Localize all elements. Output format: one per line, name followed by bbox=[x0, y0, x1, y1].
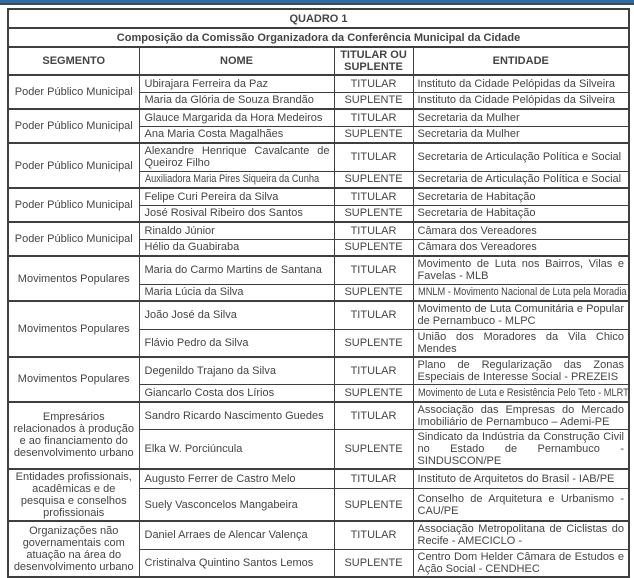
name-cell: Sandro Ricardo Nascimento Guedes bbox=[139, 402, 334, 430]
role-cell: TITULAR bbox=[334, 109, 413, 126]
column-header-nome: NOME bbox=[139, 47, 334, 75]
column-header-block bbox=[8, 47, 629, 75]
name-cell: Maria Lúcia da Silva bbox=[139, 284, 334, 301]
name-cell: Maria da Glória de Souza Brandão bbox=[139, 92, 334, 109]
title-row bbox=[8, 9, 629, 28]
group-empresarios bbox=[8, 402, 629, 470]
segment-cell: Poder Público Municipal bbox=[8, 222, 139, 256]
entity-cell: Instituto de Arquitetos do Brasil - IAB/PE bbox=[413, 469, 629, 489]
role-cell: SUPLENTE bbox=[334, 489, 413, 521]
role-cell: TITULAR bbox=[334, 143, 413, 171]
entity-cell: Plano de Regularização das Zonas Especiais de Interesse Social - PREZEIS bbox=[413, 357, 629, 385]
entity-cell: Secretaria de Habitação bbox=[413, 188, 629, 205]
name-cell: Glauce Margarida da Hora Medeiros bbox=[139, 109, 334, 126]
member-row bbox=[8, 402, 629, 430]
entity-cell: Associação das Empresas do Mercado Imobiliário de Pernambuco – Ademi-PE bbox=[413, 402, 629, 430]
role-cell: TITULAR bbox=[334, 256, 413, 284]
group-poder-publico-2 bbox=[8, 109, 629, 143]
group-poder-publico-1 bbox=[8, 75, 629, 109]
member-row bbox=[8, 521, 629, 549]
role-cell: SUPLENTE bbox=[334, 171, 413, 188]
table-subtitle-block bbox=[8, 28, 629, 47]
commission-table bbox=[7, 8, 630, 578]
group-organizacoes-nao-governamentais bbox=[8, 521, 629, 577]
member-row bbox=[8, 469, 629, 489]
entity-cell: Câmara dos Vereadores bbox=[413, 222, 629, 239]
group-movimentos-populares-3 bbox=[8, 357, 629, 402]
role-cell: TITULAR bbox=[334, 521, 413, 549]
name-cell: Maria do Carmo Martins de Santana bbox=[139, 256, 334, 284]
entity-cell: União dos Moradores da Vila Chico Mendes bbox=[413, 329, 629, 357]
name-cell: Ubirajara Ferreira da Paz bbox=[139, 75, 334, 92]
name-cell: João José da Silva bbox=[139, 301, 334, 329]
column-header-entidade: ENTIDADE bbox=[413, 47, 629, 75]
group-poder-publico-4 bbox=[8, 188, 629, 222]
member-row bbox=[8, 143, 629, 171]
member-row bbox=[8, 357, 629, 385]
entity-cell: Secretaria de Articulação Política e Social bbox=[413, 143, 629, 171]
column-header-titular-ou-suplente: TITULAR OU SUPLENTE bbox=[334, 47, 413, 75]
role-cell: SUPLENTE bbox=[334, 385, 413, 402]
group-movimentos-populares-2 bbox=[8, 301, 629, 357]
entity-cell: Conselho de Arquitetura e Urbanismo - CAU/PE bbox=[413, 489, 629, 521]
segment-cell: Organizações não governamentais com atuação na área do desenvolvimento urbano bbox=[8, 521, 139, 577]
entity-cell: Secretaria de Habitação bbox=[413, 205, 629, 222]
group-movimentos-populares-1 bbox=[8, 256, 629, 301]
entity-cell: Secretaria da Mulher bbox=[413, 109, 629, 126]
segment-cell: Movimentos Populares bbox=[8, 256, 139, 301]
role-cell: TITULAR bbox=[334, 469, 413, 489]
entity-text-condensed: MNLM - Movimento Nacional de Luta pela Moradia bbox=[417, 286, 627, 299]
segment-cell: Empresários relacionados à produção e ao financiamento do desenvolvimento urbano bbox=[8, 402, 139, 470]
role-cell: TITULAR bbox=[334, 357, 413, 385]
name-cell: Daniel Arraes de Alencar Valença bbox=[139, 521, 334, 549]
segment-cell: Movimentos Populares bbox=[8, 357, 139, 402]
role-cell: SUPLENTE bbox=[334, 205, 413, 222]
entity-cell: Câmara dos Vereadores bbox=[413, 239, 629, 256]
name-cell: José Rosival Ribeiro dos Santos bbox=[139, 205, 334, 222]
group-entidades-profissionais bbox=[8, 469, 629, 521]
name-cell: Cristinalva Quintino Santos Lemos bbox=[139, 549, 334, 577]
member-row bbox=[8, 301, 629, 329]
entity-cell: Movimento de Luta nos Bairros, Vilas e Favelas - MLB bbox=[413, 256, 629, 284]
segment-cell: Poder Público Municipal bbox=[8, 109, 139, 143]
role-cell: SUPLENTE bbox=[334, 92, 413, 109]
role-cell: TITULAR bbox=[334, 188, 413, 205]
role-cell: SUPLENTE bbox=[334, 239, 413, 256]
role-cell: TITULAR bbox=[334, 301, 413, 329]
column-header-row bbox=[8, 47, 629, 75]
entity-cell: Instituto da Cidade Pelópidas da Silveira bbox=[413, 75, 629, 92]
segment-cell: Entidades profissionais, acadêmicas e de pesquisa e conselhos profissionais bbox=[8, 469, 139, 521]
entity-text-condensed: Movimento de Luta e Resistência Pelo Teto - MLRT bbox=[417, 386, 629, 399]
group-poder-publico-3 bbox=[8, 143, 629, 188]
segment-cell: Poder Público Municipal bbox=[8, 75, 139, 109]
role-cell: TITULAR bbox=[334, 222, 413, 239]
name-cell: Augusto Ferrer de Castro Melo bbox=[139, 469, 334, 489]
role-cell: TITULAR bbox=[334, 402, 413, 430]
column-header-segmento: SEGMENTO bbox=[8, 47, 139, 75]
role-cell: SUPLENTE bbox=[334, 329, 413, 357]
member-row bbox=[8, 75, 629, 92]
table-title: QUADRO 1 bbox=[8, 9, 629, 28]
top-dark-strip bbox=[0, 3, 634, 5]
segment-cell: Poder Público Municipal bbox=[8, 188, 139, 222]
role-cell: SUPLENTE bbox=[334, 284, 413, 301]
segment-cell: Movimentos Populares bbox=[8, 301, 139, 357]
table-subtitle: Composição da Comissão Organizadora da Conferência Municipal da Cidade bbox=[8, 28, 629, 47]
name-cell: Elka W. Porciúncula bbox=[139, 430, 334, 470]
member-row bbox=[8, 188, 629, 205]
entity-cell: Secretaria da Mulher bbox=[413, 126, 629, 143]
name-cell bbox=[139, 171, 334, 188]
name-cell: Rinaldo Júnior bbox=[139, 222, 334, 239]
role-cell: TITULAR bbox=[334, 75, 413, 92]
role-cell: SUPLENTE bbox=[334, 126, 413, 143]
member-row bbox=[8, 109, 629, 126]
member-row bbox=[8, 222, 629, 239]
entity-cell bbox=[413, 284, 629, 301]
name-cell: Flávio Pedro da Silva bbox=[139, 329, 334, 357]
entity-cell: Sindicato da Indústria da Construção Civil no Estado de Pernambuco - SINDUSCON/PE bbox=[413, 430, 629, 470]
group-poder-publico-5 bbox=[8, 222, 629, 256]
role-cell: SUPLENTE bbox=[334, 430, 413, 470]
name-cell: Felipe Curi Pereira da Silva bbox=[139, 188, 334, 205]
name-cell: Ana Maria Costa Magalhães bbox=[139, 126, 334, 143]
entity-cell: Secretaria de Articulação Política e Social bbox=[413, 171, 629, 188]
name-cell: Alexandre Henrique Cavalcante de Queiroz Filho bbox=[139, 143, 334, 171]
entity-cell: Centro Dom Helder Câmara de Estudos e Ação Social - CENDHEC bbox=[413, 549, 629, 577]
role-cell: SUPLENTE bbox=[334, 549, 413, 577]
segment-cell: Poder Público Municipal bbox=[8, 143, 139, 188]
table-title-block bbox=[8, 9, 629, 28]
name-cell: Suely Vasconcelos Mangabeira bbox=[139, 489, 334, 521]
name-cell: Giancarlo Costa dos Lírios bbox=[139, 385, 334, 402]
name-cell: Degenildo Trajano da Silva bbox=[139, 357, 334, 385]
name-text-condensed: Auxiliadora Maria Pires Siqueira da Cunha bbox=[144, 173, 319, 186]
entity-cell: Associação Metropolitana de Ciclistas do Recife - AMECICLO - bbox=[413, 521, 629, 549]
entity-cell bbox=[413, 385, 629, 402]
name-cell: Hélio da Guabiraba bbox=[139, 239, 334, 256]
entity-cell: Movimento de Luta Comunitária e Popular de Pernambuco - MLPC bbox=[413, 301, 629, 329]
member-row bbox=[8, 256, 629, 284]
subtitle-row bbox=[8, 28, 629, 47]
entity-cell: Instituto da Cidade Pelópidas da Silveira bbox=[413, 92, 629, 109]
